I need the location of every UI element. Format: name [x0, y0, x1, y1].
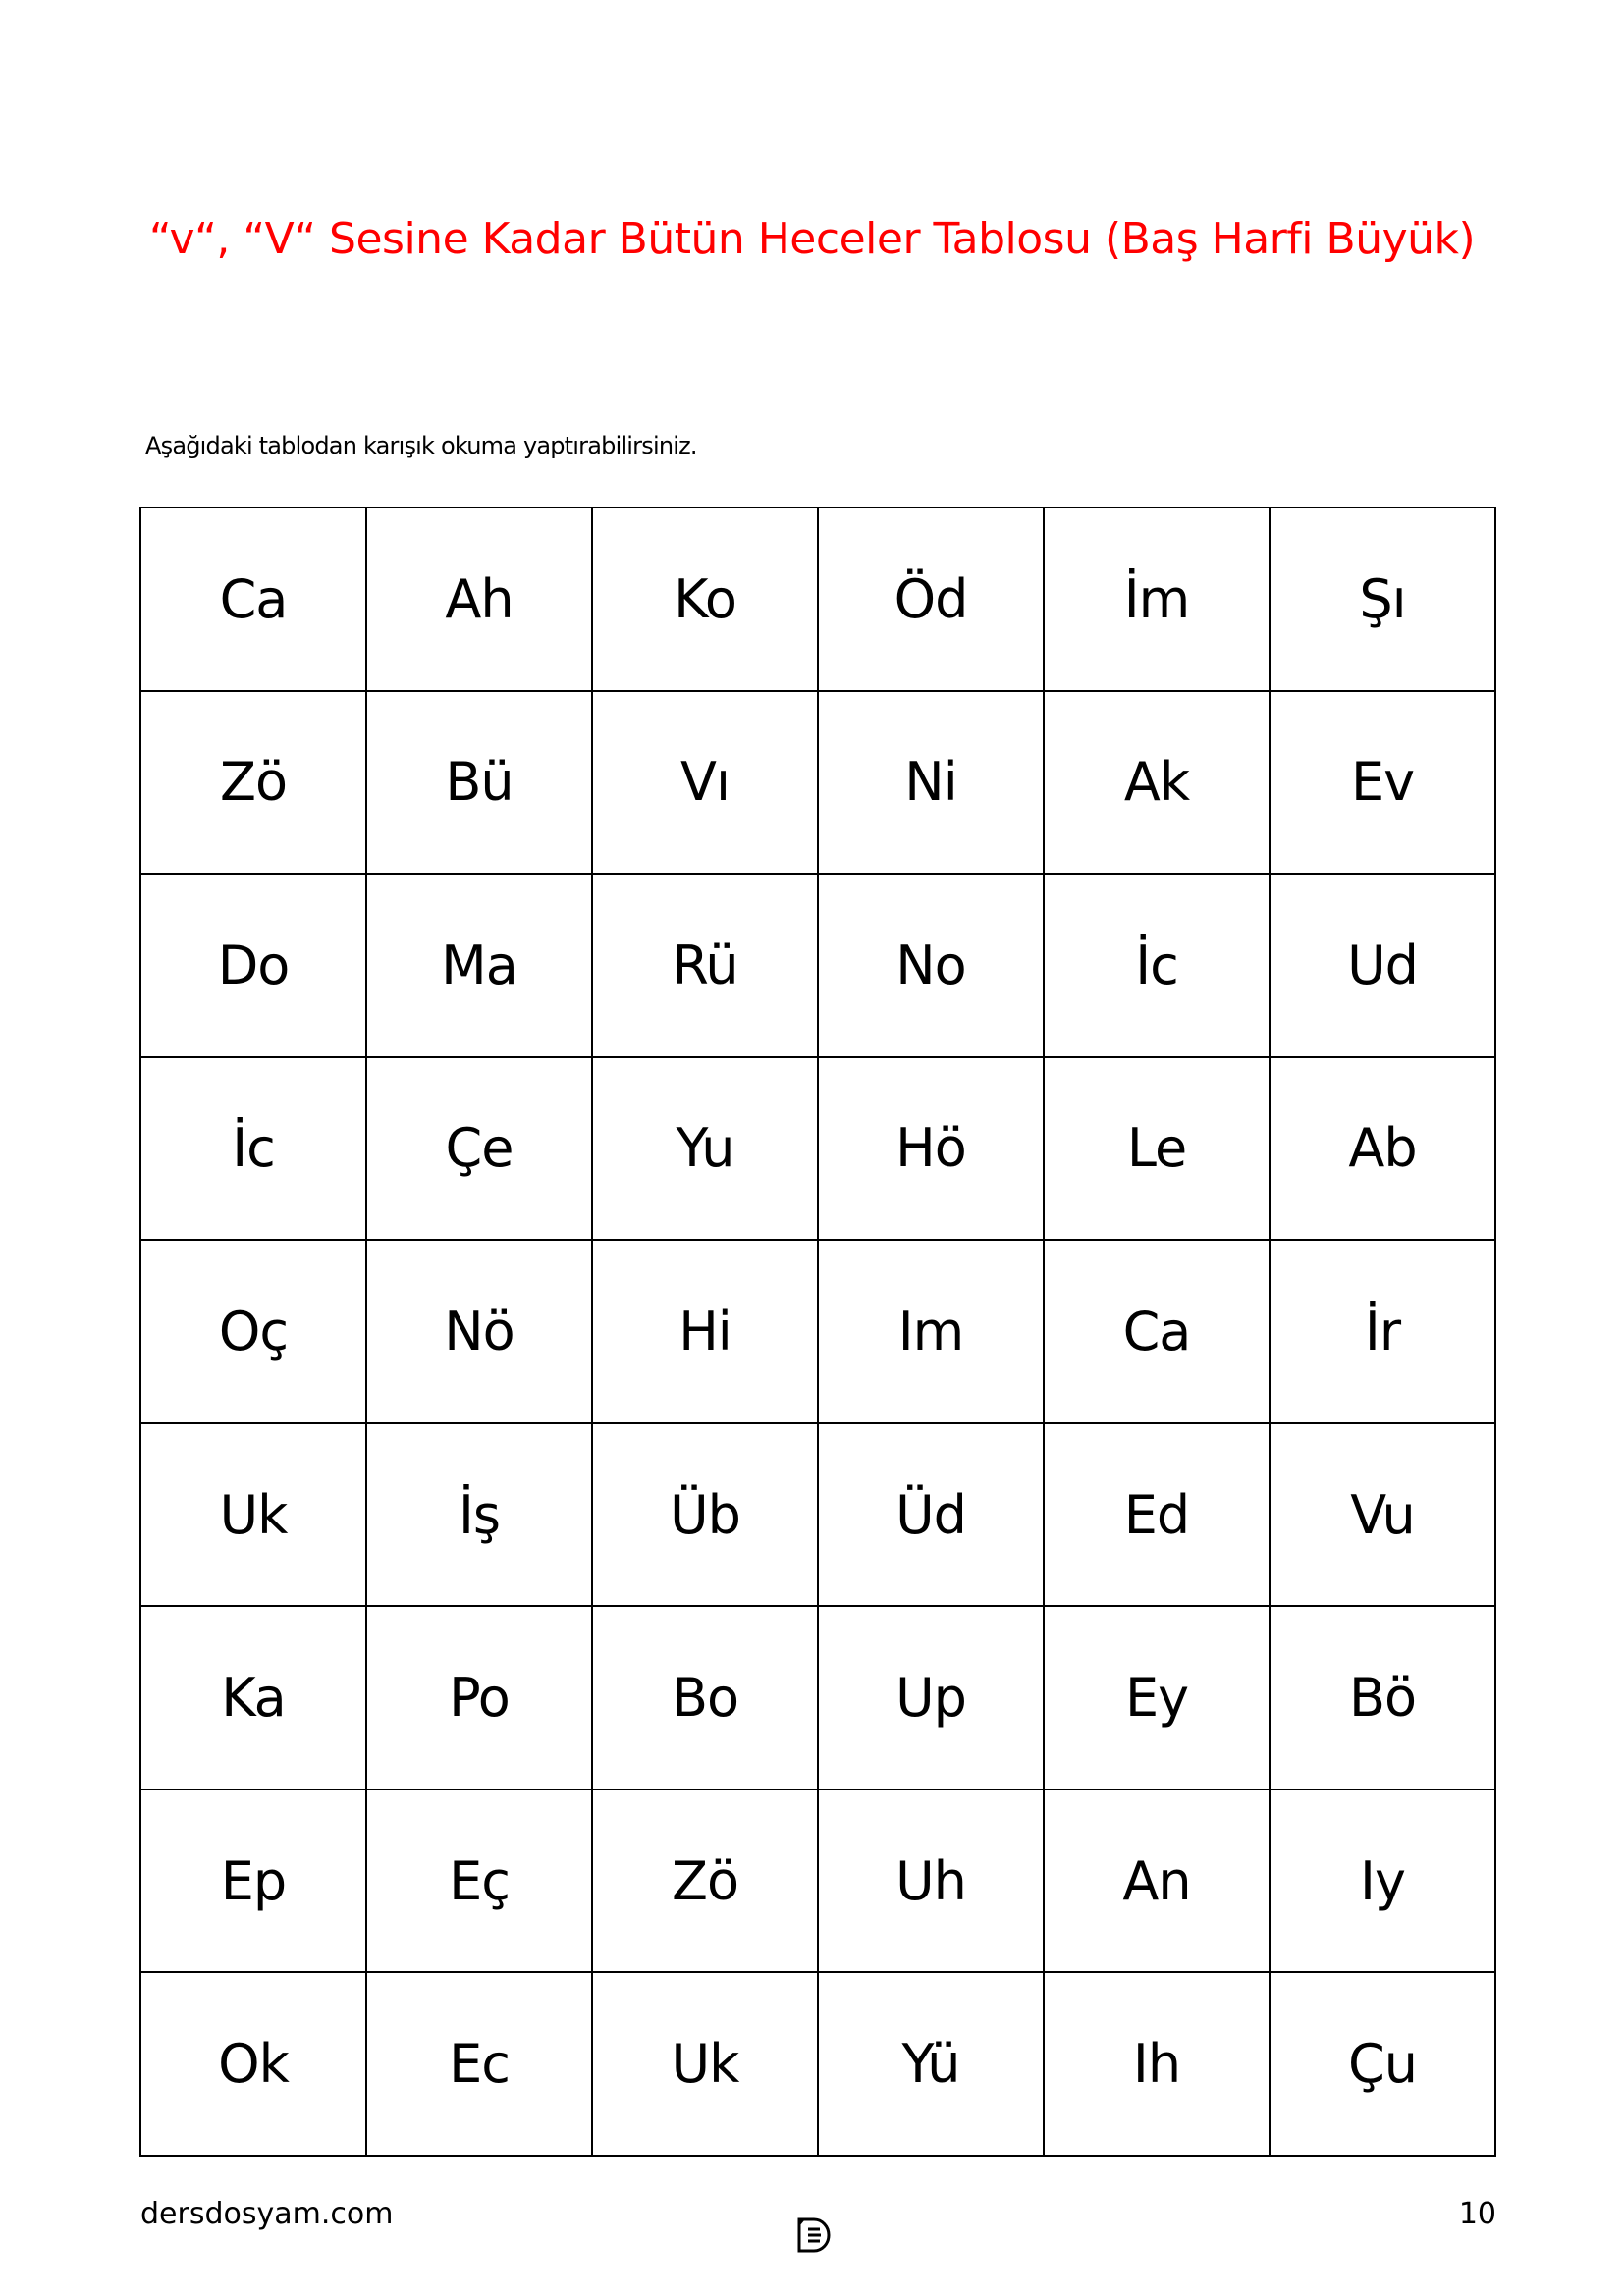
- syllable-cell: Bü: [366, 691, 592, 875]
- syllable-cell: Vı: [592, 691, 818, 875]
- syllable-table: [139, 507, 1496, 2157]
- syllable-cell: Ak: [1044, 691, 1270, 875]
- syllable-cell: Ma: [366, 874, 592, 1057]
- syllable-cell: Ab: [1270, 1057, 1495, 1241]
- table-row: [140, 1789, 1495, 1973]
- syllable-cell: Çu: [1270, 1972, 1495, 2156]
- syllable-cell: Şı: [1270, 507, 1495, 691]
- syllable-cell: Zö: [140, 691, 366, 875]
- syllable-cell: Öd: [818, 507, 1044, 691]
- syllable-cell: Üb: [592, 1423, 818, 1607]
- syllable-cell: An: [1044, 1789, 1270, 1973]
- syllable-cell: Do: [140, 874, 366, 1057]
- page-title: “v“, “V“ Sesine Kadar Bütün Heceler Tablosu (Baş Harfi Büyük): [148, 214, 1476, 264]
- syllable-cell: Bö: [1270, 1606, 1495, 1789]
- syllable-cell: Üd: [818, 1423, 1044, 1607]
- syllable-cell: Ih: [1044, 1972, 1270, 2156]
- syllable-cell: Uk: [140, 1423, 366, 1607]
- syllable-cell: Nö: [366, 1240, 592, 1423]
- syllable-cell: Ev: [1270, 691, 1495, 875]
- syllable-cell: Zö: [592, 1789, 818, 1973]
- footer-site: dersdosyam.com: [140, 2197, 394, 2231]
- syllable-cell: Ey: [1044, 1606, 1270, 1789]
- syllable-cell: Ka: [140, 1606, 366, 1789]
- table-row: [140, 1240, 1495, 1423]
- syllable-cell: İş: [366, 1423, 592, 1607]
- syllable-cell: Hö: [818, 1057, 1044, 1241]
- syllable-cell: Up: [818, 1606, 1044, 1789]
- page-number: 10: [1458, 2197, 1496, 2231]
- syllable-cell: Eç: [366, 1789, 592, 1973]
- table-row: [140, 874, 1495, 1057]
- syllable-cell: İm: [1044, 507, 1270, 691]
- syllable-cell: İc: [140, 1057, 366, 1241]
- syllable-cell: Im: [818, 1240, 1044, 1423]
- syllable-cell: Ec: [366, 1972, 592, 2156]
- syllable-cell: İc: [1044, 874, 1270, 1057]
- table-row: [140, 691, 1495, 875]
- syllable-cell: Uh: [818, 1789, 1044, 1973]
- syllable-cell: Uk: [592, 1972, 818, 2156]
- syllable-cell: Bo: [592, 1606, 818, 1789]
- syllable-cell: İr: [1270, 1240, 1495, 1423]
- syllable-cell: Ko: [592, 507, 818, 691]
- document-icon: [796, 2216, 832, 2254]
- syllable-cell: No: [818, 874, 1044, 1057]
- syllable-cell: Ni: [818, 691, 1044, 875]
- syllable-cell: Oç: [140, 1240, 366, 1423]
- table-row: [140, 1606, 1495, 1789]
- table-row: [140, 507, 1495, 691]
- instructions: Aşağıdaki tablodan karışık okuma yaptırabilirsiniz.: [145, 432, 697, 459]
- syllable-cell: Le: [1044, 1057, 1270, 1241]
- syllable-cell: Iy: [1270, 1789, 1495, 1973]
- syllable-cell: Ca: [140, 507, 366, 691]
- syllable-cell: Yu: [592, 1057, 818, 1241]
- syllable-cell: Vu: [1270, 1423, 1495, 1607]
- syllable-cell: Hi: [592, 1240, 818, 1423]
- syllable-cell: Çe: [366, 1057, 592, 1241]
- syllable-cell: Rü: [592, 874, 818, 1057]
- syllable-cell: Ep: [140, 1789, 366, 1973]
- table-row: [140, 1057, 1495, 1241]
- table-row: [140, 1423, 1495, 1607]
- syllable-cell: Po: [366, 1606, 592, 1789]
- syllable-cell: Ca: [1044, 1240, 1270, 1423]
- syllable-cell: Ed: [1044, 1423, 1270, 1607]
- table-row: [140, 1972, 1495, 2156]
- syllable-cell: Ok: [140, 1972, 366, 2156]
- syllable-cell: Ah: [366, 507, 592, 691]
- syllable-cell: Ud: [1270, 874, 1495, 1057]
- syllable-cell: Yü: [818, 1972, 1044, 2156]
